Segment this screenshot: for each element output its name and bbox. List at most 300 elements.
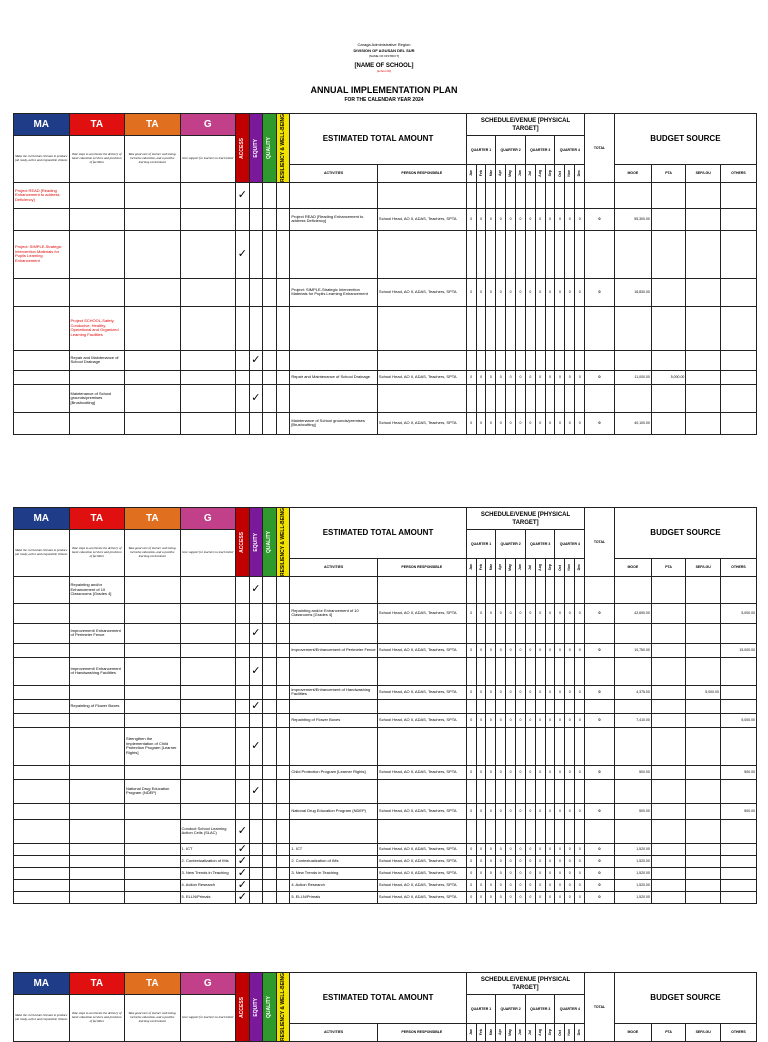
empty-cell [565, 699, 575, 713]
empty-cell [516, 623, 526, 643]
month-header-feb [476, 1023, 486, 1041]
empty-cell [466, 182, 476, 208]
mooe-amount: 7,410.00 [614, 713, 651, 727]
empty-cell [486, 699, 496, 713]
row-total: 0 [585, 278, 615, 306]
month-target: 0 [466, 713, 476, 727]
empty-cell [651, 657, 686, 685]
pta-amount [651, 879, 686, 891]
person-responsible: School Head, AO II, ADAS, Teachers, SPTA [377, 208, 466, 230]
month-header-feb [476, 558, 486, 576]
empty-cell [516, 727, 526, 765]
month-target: 0 [525, 412, 535, 434]
empty-cell [535, 306, 545, 350]
pillar-cell [125, 370, 181, 384]
check-mark: ✓ [236, 891, 250, 903]
empty-cell [614, 182, 651, 208]
mooe-amount: 16,830.00 [614, 278, 651, 306]
framework-cell [263, 713, 277, 727]
mooe-amount: 1,520.00 [614, 855, 651, 867]
month-target: 0 [545, 412, 555, 434]
empty-cell [535, 699, 545, 713]
quarter-4-header: QUARTER 4 [555, 136, 585, 165]
empty-cell [555, 623, 565, 643]
empty-cell [651, 306, 686, 350]
empty-cell [476, 230, 486, 278]
framework-cell [276, 306, 290, 350]
empty-cell [575, 306, 585, 350]
month-target: 0 [535, 803, 545, 819]
check-mark: ✓ [249, 779, 263, 803]
month-target: 0 [565, 843, 575, 855]
empty-cell [506, 699, 516, 713]
empty-cell [476, 182, 486, 208]
sef-lgu-amount [686, 208, 721, 230]
month-target: 0 [525, 891, 535, 903]
row-total: 0 [585, 643, 615, 657]
month-label: Jul [528, 564, 533, 570]
person-responsible: School Head, AO II, ADAS, Teachers, SPTA [377, 643, 466, 657]
empty-cell [535, 779, 545, 803]
empty-cell [486, 657, 496, 685]
month-target: 0 [575, 713, 585, 727]
pillar-cell [69, 182, 125, 208]
framework-cell [236, 278, 250, 306]
pillar-cell [180, 699, 236, 713]
month-target: 0 [555, 685, 565, 699]
total-header: TOTAL [585, 508, 615, 577]
pillar-2-code: TA [125, 114, 181, 136]
others-amount: 5,000.00 [720, 603, 756, 623]
pillar-cell [180, 713, 236, 727]
month-target: 0 [476, 643, 486, 657]
empty-cell [555, 306, 565, 350]
framework-cell [276, 643, 290, 657]
month-target: 0 [525, 867, 535, 879]
month-target: 0 [486, 867, 496, 879]
pillar-cell [180, 182, 236, 208]
month-target: 0 [525, 278, 535, 306]
framework-cell [249, 208, 263, 230]
empty-cell [614, 623, 651, 643]
empty-cell [516, 384, 526, 412]
pillar-3-code: G [180, 973, 236, 995]
empty-cell [535, 576, 545, 603]
others-amount [720, 370, 756, 384]
equity-label: EQUITY [252, 138, 259, 158]
empty-cell [525, 623, 535, 643]
pillar-cell [69, 803, 125, 819]
pillar-cell [14, 657, 70, 685]
pillar-cell [180, 643, 236, 657]
empty-cell [565, 657, 575, 685]
objective-text: 1. ICT [180, 843, 236, 855]
month-header-jun [516, 1023, 526, 1041]
pta-amount [651, 685, 686, 699]
month-target: 0 [506, 867, 516, 879]
quarter-4-header: QUARTER 4 [555, 995, 585, 1024]
month-target: 0 [476, 713, 486, 727]
month-target: 0 [565, 867, 575, 879]
quarter-1-header: QUARTER 1 [466, 136, 496, 165]
framework-cell [236, 306, 250, 350]
month-header-aug [535, 1023, 545, 1041]
pillar-cell [125, 230, 181, 278]
activity-name: 1. ICT [290, 843, 378, 855]
month-target: 0 [486, 643, 496, 657]
empty-cell [466, 576, 476, 603]
month-label: Oct [557, 170, 562, 177]
month-target: 0 [575, 891, 585, 903]
month-target: 0 [506, 713, 516, 727]
pillar-cell [69, 603, 125, 623]
pillar-cell [125, 603, 181, 623]
month-target: 0 [545, 713, 555, 727]
activity-row [14, 370, 757, 384]
month-target: 0 [555, 879, 565, 891]
framework-cell [263, 278, 277, 306]
empty-cell [476, 779, 486, 803]
empty-cell [466, 727, 476, 765]
objective-text: 4. Action Research [180, 879, 236, 891]
empty-cell [476, 306, 486, 350]
mooe-amount: 42,690.00 [614, 603, 651, 623]
activity-name: Repainting of Flower Boxes [290, 713, 378, 727]
check-mark: ✓ [249, 576, 263, 603]
month-target: 0 [545, 370, 555, 384]
month-target: 0 [496, 803, 506, 819]
objective-row [14, 855, 757, 867]
month-target: 0 [516, 685, 526, 699]
objective-row [14, 623, 757, 643]
framework-cell [236, 350, 250, 370]
framework-cell [263, 643, 277, 657]
pillar-cell [125, 843, 181, 855]
month-label: Jul [528, 1029, 533, 1035]
pillar-cell [125, 657, 181, 685]
empty-cell [290, 350, 378, 370]
person-responsible: School Head, AO II, ADAS, Teachers, SPTA [377, 685, 466, 699]
pillar-cell [14, 370, 70, 384]
row-total: 0 [585, 879, 615, 891]
framework-cell [276, 623, 290, 643]
others-amount: 5,000.00 [720, 713, 756, 727]
pillar-cell [125, 384, 181, 412]
empty-cell [506, 182, 516, 208]
framework-cell [276, 278, 290, 306]
month-label: Feb [478, 1029, 483, 1036]
month-target: 0 [486, 412, 496, 434]
month-target: 0 [535, 867, 545, 879]
month-target: 0 [565, 685, 575, 699]
empty-cell [585, 350, 615, 370]
empty-cell [585, 699, 615, 713]
pillar-cell [69, 727, 125, 765]
month-target: 0 [545, 855, 555, 867]
check-mark: ✓ [249, 384, 263, 412]
framework-cell [276, 855, 290, 867]
empty-cell [290, 230, 378, 278]
month-target: 0 [486, 891, 496, 903]
month-target: 0 [496, 713, 506, 727]
month-header-may [506, 164, 516, 182]
source-header-mooe: MOOE [614, 1023, 651, 1041]
schedule-header: SCHEDULE/VENUE [PHYSICAL TARGET] [466, 973, 584, 995]
month-target: 0 [555, 603, 565, 623]
month-target: 0 [476, 412, 486, 434]
framework-cell [276, 819, 290, 843]
pillar-cell [14, 891, 70, 903]
pillar-cell [69, 819, 125, 843]
month-target: 0 [516, 713, 526, 727]
check-mark: ✓ [236, 867, 250, 879]
pillar-cell [14, 576, 70, 603]
row-total: 0 [585, 208, 615, 230]
objective-row [14, 576, 757, 603]
month-target: 0 [516, 867, 526, 879]
objective-row [14, 384, 757, 412]
empty-cell [476, 699, 486, 713]
month-header-apr [496, 1023, 506, 1041]
row-total: 0 [585, 713, 615, 727]
pillar-cell [14, 208, 70, 230]
empty-cell [545, 384, 555, 412]
empty-cell [466, 819, 476, 843]
month-target: 0 [516, 765, 526, 779]
framework-cell [263, 230, 277, 278]
empty-cell [377, 819, 466, 843]
pillar-cell [69, 278, 125, 306]
month-target: 0 [466, 685, 476, 699]
equity-column-header [249, 508, 263, 577]
source-header-pta: PTA [651, 1023, 686, 1041]
empty-cell [686, 576, 721, 603]
month-label: Feb [478, 170, 483, 177]
month-label: Jan [468, 1029, 473, 1036]
pillar-cell [14, 819, 70, 843]
quarter-2-header: QUARTER 2 [496, 995, 526, 1024]
objective-text: Project SCHOOL-Safety, Conducive, Healthy, Operational and Organized Learning Facilities [69, 306, 125, 350]
mooe-amount: 1,520.00 [614, 891, 651, 903]
pillar-cell [125, 819, 181, 843]
framework-cell [276, 867, 290, 879]
month-target: 0 [516, 208, 526, 230]
month-target: 0 [506, 685, 516, 699]
framework-cell [263, 412, 277, 434]
month-target: 0 [466, 891, 476, 903]
mooe-amount: 500.00 [614, 765, 651, 779]
empty-cell [545, 779, 555, 803]
month-label: Mar [488, 170, 493, 177]
month-target: 0 [486, 803, 496, 819]
objective-row [14, 779, 757, 803]
month-header-mar [486, 1023, 496, 1041]
empty-cell [486, 230, 496, 278]
empty-cell [555, 727, 565, 765]
month-target: 0 [565, 891, 575, 903]
month-target: 0 [506, 278, 516, 306]
empty-cell [377, 779, 466, 803]
empty-cell [496, 350, 506, 370]
empty-cell [686, 779, 721, 803]
month-target: 0 [545, 603, 555, 623]
month-target: 0 [545, 803, 555, 819]
empty-cell [585, 623, 615, 643]
empty-cell [545, 182, 555, 208]
month-target: 0 [496, 208, 506, 230]
framework-cell [276, 843, 290, 855]
pillar-3-description: Give support for teachers to teach better [180, 530, 236, 577]
pillar-cell [125, 713, 181, 727]
month-header-jun [516, 558, 526, 576]
objective-row [14, 879, 757, 891]
person-responsible: School Head, AO II, ADAS, Teachers, SPTA [377, 603, 466, 623]
access-label: ACCESS [239, 996, 246, 1018]
month-label: Dec [577, 564, 582, 571]
month-label: Jun [518, 1029, 523, 1036]
empty-cell [585, 384, 615, 412]
quality-column-header [263, 114, 277, 183]
month-target: 0 [565, 603, 575, 623]
month-target: 0 [516, 643, 526, 657]
empty-cell [496, 384, 506, 412]
sef-lgu-amount [686, 843, 721, 855]
month-target: 0 [496, 879, 506, 891]
empty-cell [686, 384, 721, 412]
person-responsible-header: PERSON RESPONSIBLE [377, 164, 466, 182]
framework-cell [249, 306, 263, 350]
quarter-3-header: QUARTER 3 [525, 136, 555, 165]
month-target: 0 [476, 765, 486, 779]
quality-label: QUALITY [266, 531, 273, 553]
person-responsible: School Head, AO II, ADAS, Teachers, SPTA [377, 855, 466, 867]
objective-row [14, 843, 757, 855]
pillar-2-code: TA [125, 508, 181, 530]
activity-row [14, 412, 757, 434]
pillar-cell [69, 891, 125, 903]
month-header-mar [486, 164, 496, 182]
pta-amount [651, 208, 686, 230]
mooe-amount: 500.00 [614, 803, 651, 819]
header-row-pillars [14, 973, 757, 995]
activity-row [14, 643, 757, 657]
pillar-cell [125, 350, 181, 370]
check-mark: ✓ [249, 623, 263, 643]
empty-cell [686, 657, 721, 685]
month-target: 0 [466, 208, 476, 230]
month-target: 0 [525, 803, 535, 819]
pta-amount [651, 713, 686, 727]
empty-cell [686, 699, 721, 713]
activity-name: Child Protection Program [Learner Rights] [290, 765, 378, 779]
month-header-feb [476, 164, 486, 182]
month-target: 0 [555, 843, 565, 855]
month-target: 0 [466, 643, 476, 657]
activity-name: Maintenance of School grounds/premises [Brushcutting] [290, 412, 378, 434]
row-total: 0 [585, 843, 615, 855]
quarter-1-header: QUARTER 1 [466, 995, 496, 1024]
month-target: 0 [555, 803, 565, 819]
activity-name: Improvement/Enhancement of Handwashing Facilities [290, 685, 378, 699]
pillar-cell [125, 412, 181, 434]
pta-amount [651, 867, 686, 879]
pillar-0-description: Make the curriculum relevant to produce job ready, active and responsible citizens [14, 136, 70, 183]
month-target: 0 [535, 603, 545, 623]
month-target: 0 [506, 370, 516, 384]
person-responsible: School Head, AO II, ADAS, Teachers, SPTA [377, 879, 466, 891]
month-target: 0 [555, 278, 565, 306]
month-target: 0 [466, 867, 476, 879]
month-target: 0 [466, 879, 476, 891]
month-target: 0 [555, 370, 565, 384]
check-mark: ✓ [249, 350, 263, 370]
empty-cell [496, 306, 506, 350]
activity-name: Improvement/Enhancement of Perimeter Fence [290, 643, 378, 657]
empty-cell [496, 230, 506, 278]
empty-cell [290, 623, 378, 643]
empty-cell [290, 727, 378, 765]
framework-cell [263, 657, 277, 685]
check-mark: ✓ [236, 843, 250, 855]
pta-amount [651, 278, 686, 306]
month-target: 0 [486, 855, 496, 867]
empty-cell [535, 657, 545, 685]
framework-cell [236, 370, 250, 384]
month-target: 0 [545, 891, 555, 903]
empty-cell [555, 699, 565, 713]
pillar-3-code: G [180, 114, 236, 136]
pta-amount [651, 803, 686, 819]
month-target: 0 [466, 855, 476, 867]
month-target: 0 [525, 843, 535, 855]
activity-name: Repair and Maintenance of School Drainage [290, 370, 378, 384]
empty-cell [506, 230, 516, 278]
pillar-cell [180, 685, 236, 699]
pillar-cell [180, 370, 236, 384]
source-header-pta: PTA [651, 164, 686, 182]
pillar-cell [125, 891, 181, 903]
objective-text: Strengthen the Implementation of Child Protection Program [Learner Rights] [125, 727, 181, 765]
empty-cell [290, 182, 378, 208]
pta-amount [651, 643, 686, 657]
month-header-aug [535, 164, 545, 182]
source-header-sef-lgu: SEF/LGU [686, 558, 721, 576]
month-target: 0 [476, 891, 486, 903]
objective-text: Improvement/ Enhancement of Perimeter Fence [69, 623, 125, 643]
empty-cell [545, 727, 555, 765]
framework-cell [263, 765, 277, 779]
pillar-cell [69, 643, 125, 657]
source-header-pta: PTA [651, 558, 686, 576]
pillar-0-description: Make the curriculum relevant to produce job ready, active and responsible citizens [14, 995, 70, 1042]
month-target: 0 [516, 412, 526, 434]
access-column-header [236, 973, 250, 1042]
pillar-cell [69, 779, 125, 803]
framework-cell [276, 727, 290, 765]
pillar-cell [125, 623, 181, 643]
month-label: Oct [557, 564, 562, 571]
empty-cell [466, 350, 476, 370]
framework-cell [249, 891, 263, 903]
empty-cell [506, 657, 516, 685]
pillar-cell [69, 230, 125, 278]
month-target: 0 [535, 713, 545, 727]
pillar-cell [125, 208, 181, 230]
empty-cell [614, 576, 651, 603]
month-target: 0 [476, 855, 486, 867]
empty-cell [651, 182, 686, 208]
month-label: Apr [498, 1029, 503, 1036]
